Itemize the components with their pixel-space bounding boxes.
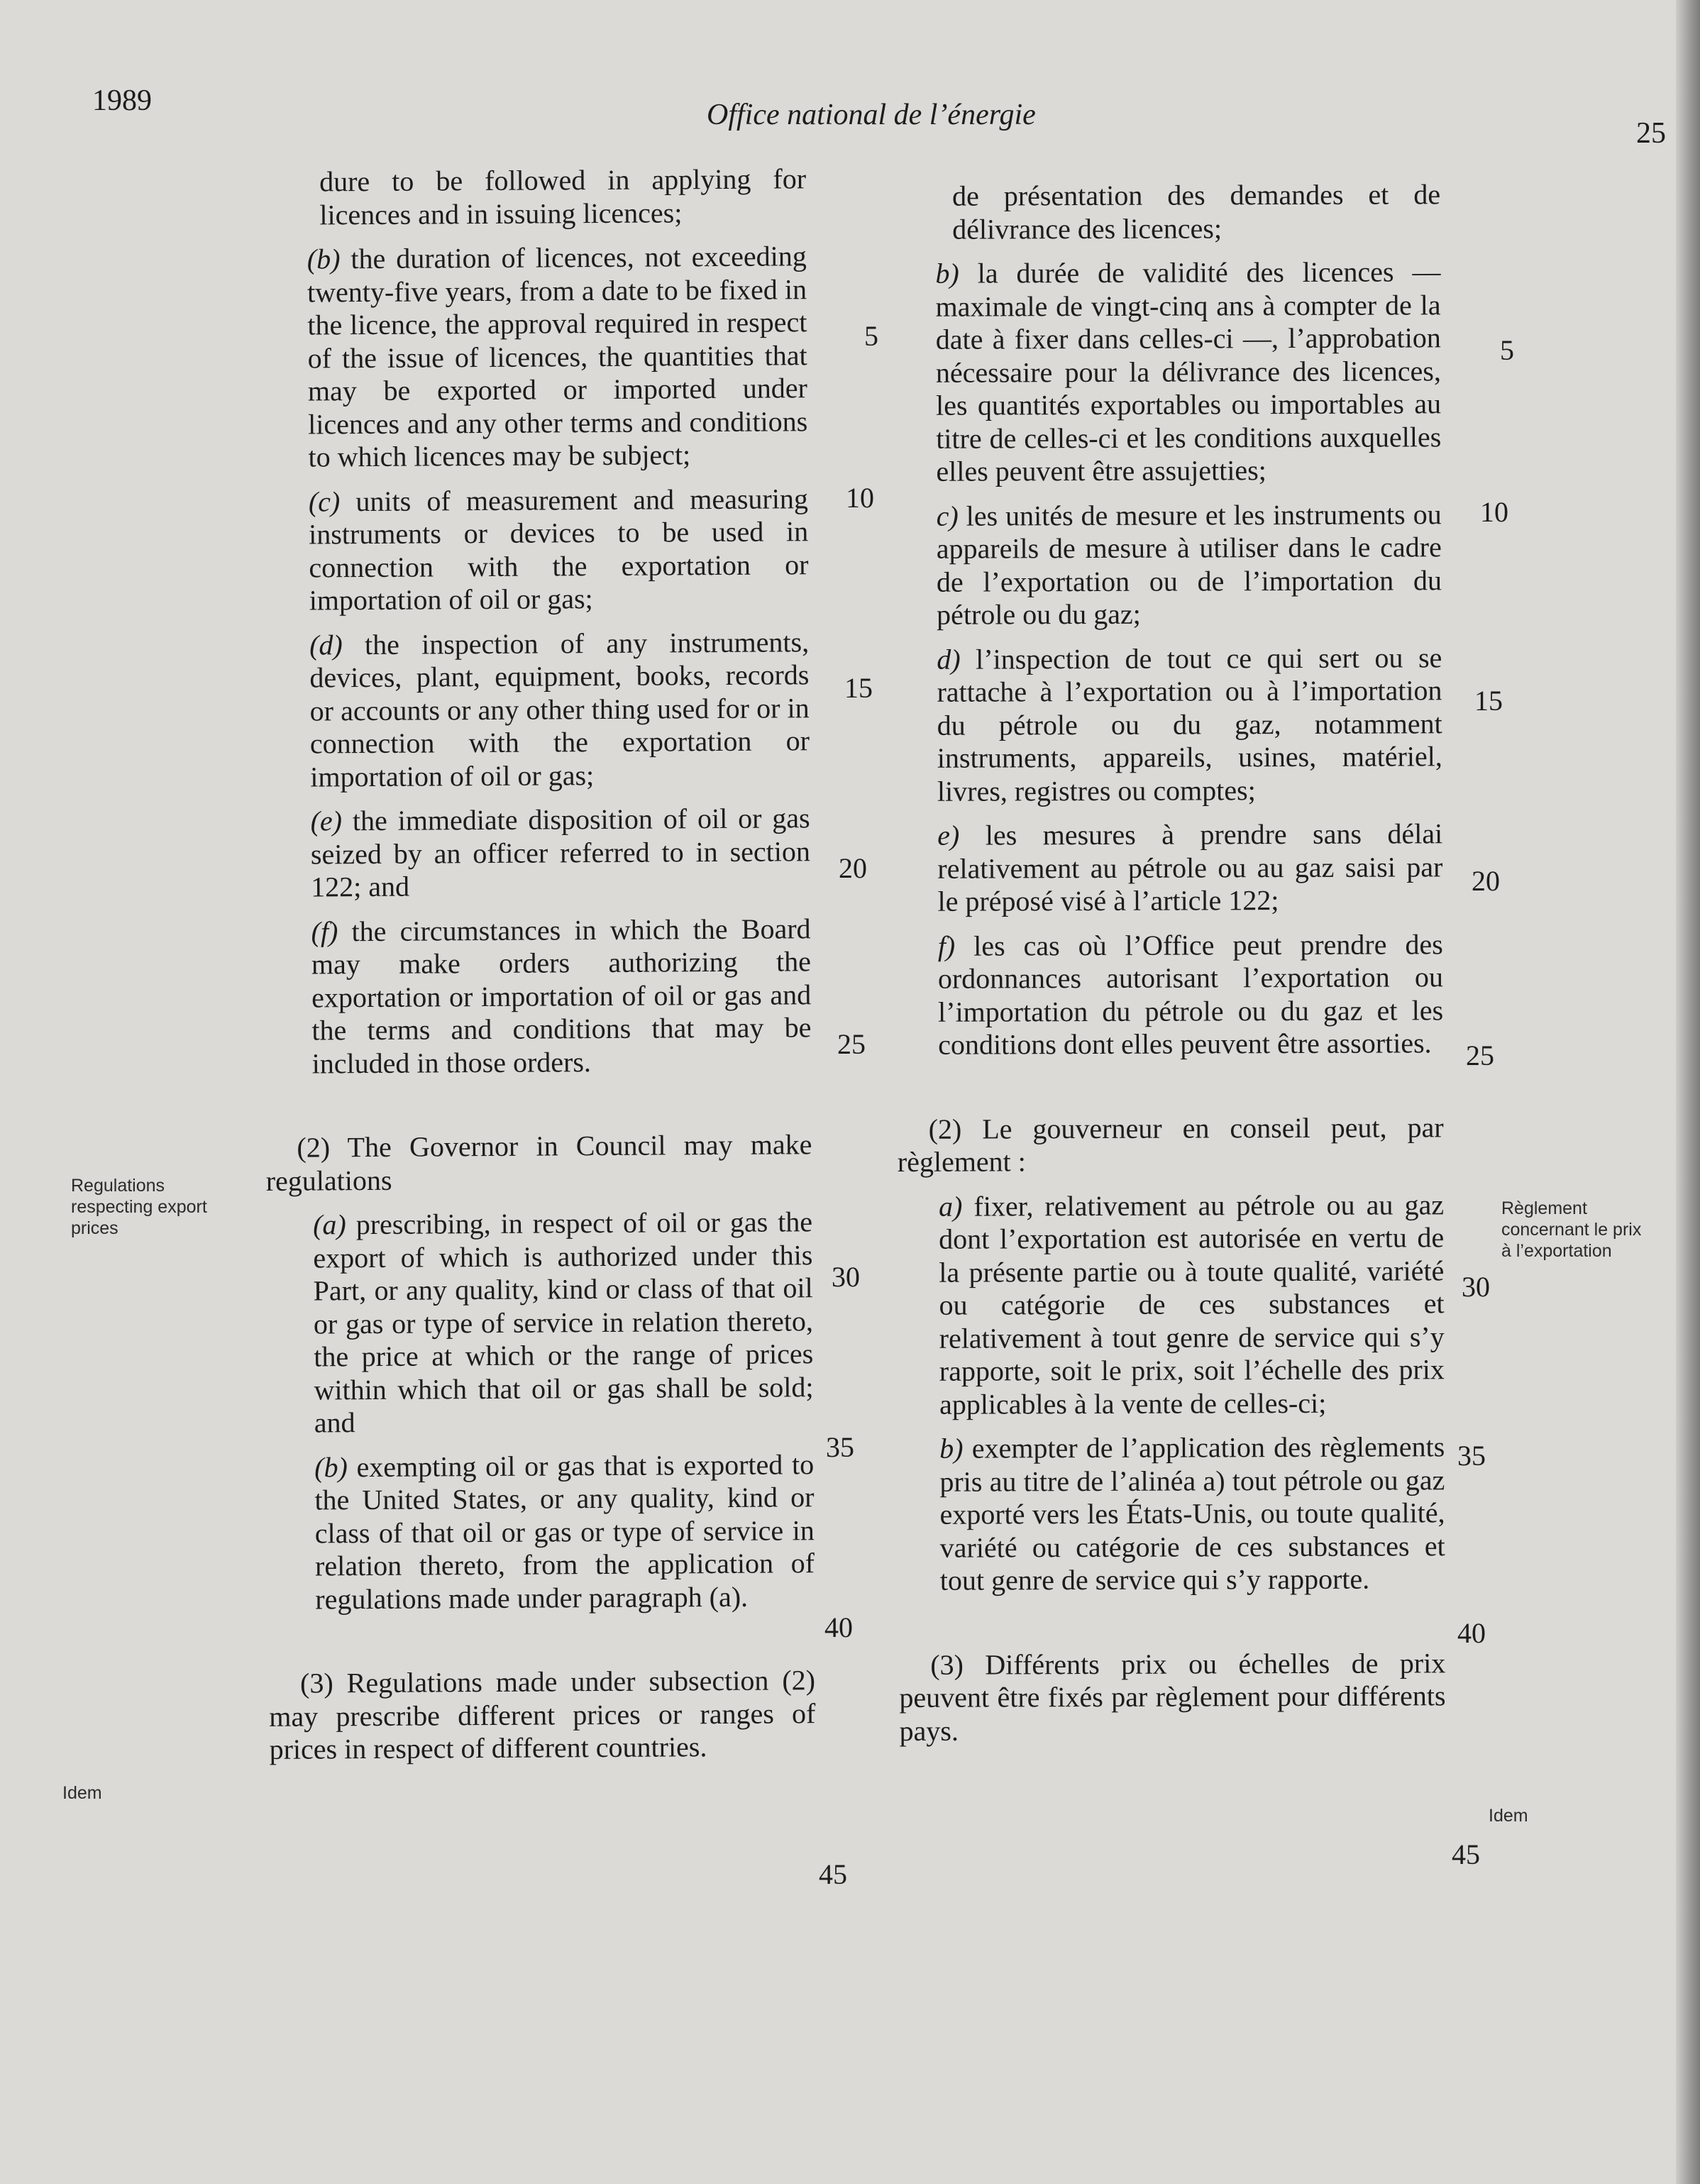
english-line-number: 5	[864, 320, 878, 352]
english-item-d: (d) the inspection of any instruments, devices, plant, equipment, books, records or accounts or any other thing used for or in connection with the exportation or importation of oil or gas;	[309, 625, 810, 793]
french-line-number: 5	[1500, 334, 1514, 366]
french-subsection-2: (2) Le gouverneur en conseil peut, par règlement :	[897, 1110, 1444, 1178]
french-column	[887, 178, 1446, 1759]
english-item-b: (b) the duration of licences, not exceeding twenty-five years, from a date to be fixed in the licence, the approval required in respect of the issue of licences, the quantities that may be exported or imported under licences and any other terms and conditions to which licences may be subject;	[307, 240, 808, 473]
marginal-note-idem-en: Idem	[62, 1783, 102, 1803]
marginal-note-export-prices-fr: Règlement concernant le prix à l’exportation	[1501, 1198, 1642, 1261]
header-title: Office national de l’énergie	[707, 99, 1036, 131]
english-line-number: 40	[824, 1611, 853, 1643]
french-item-c: c) les unités de mesure et les instruments ou appareils de mesure à utiliser dans le cadre de l’exportation ou de l’importation du pétrole ou du gaz;	[936, 497, 1442, 631]
french-item-b: b) la durée de validité des licences — maximale de vingt-cinq ans à compter de la date à fixer dans celles-ci —, l’approbation nécessaire pour la délivrance des licences, les quantités exportables ou importables au titre de celles-ci et les conditions auxquelles elles peuvent être assujetties;	[935, 255, 1442, 487]
english-line-number: 20	[839, 852, 867, 884]
english-column	[253, 162, 816, 1777]
english-line-number: 30	[832, 1261, 860, 1293]
french-item-d: d) l’inspection de tout ce qui sert ou se rattache à l’exportation ou à l’importation du pétrole ou du gaz, notamment instruments, appareils, usines, matériel, livres, registres ou comptes;	[937, 641, 1442, 807]
english-subsection-2: (2) The Governor in Council may make regulations	[265, 1128, 812, 1197]
french-line-number: 40	[1457, 1617, 1486, 1649]
french-item-2b: b) exempter de l’application des règlements pris au titre de l’alinéa a) tout pétrole ou gaz exporté vers les États-Unis, ou toute qualité, variété ou catégorie de ces substances et tout genre de service qui s’y rapporte.	[939, 1430, 1445, 1596]
marginal-note-export-prices-en: Regulations respecting export prices	[71, 1176, 207, 1238]
english-line-number: 25	[837, 1028, 866, 1060]
header-year: 1989	[92, 84, 152, 117]
english-line-number: 15	[844, 672, 873, 704]
french-item-e: e) les mesures à prendre sans délai relativement au pétrole ou au gaz saisi par le préposé visé à l’article 122;	[937, 817, 1443, 917]
english-subsection-3: (3) Regulations made under subsection (2) may prescribe different prices or ranges of prices in respect of different countries.	[269, 1664, 816, 1765]
french-line-number: 20	[1472, 865, 1500, 897]
english-item-c: (c) units of measurement and measuring instruments or devices to be used in connection with the exportation or importation of oil or gas;	[308, 482, 809, 617]
french-item-f: f) les cas où l’Office peut prendre des ordonnances autorisant l’exportation ou l’importation du pétrole ou du gaz et les conditions dont elles peuvent être assorties.	[937, 927, 1444, 1061]
english-item-2a: (a) prescribing, in respect of oil or gas the export of which is authorized under this Part, or any quality, kind or class of that oil or gas or type of service in relation thereto, the price at which or the range of prices within which that oil or gas shall be sold; and	[312, 1206, 814, 1439]
english-intro: dure to be followed in applying for licences and in issuing licences;	[319, 162, 807, 231]
english-line-number: 45	[819, 1858, 847, 1890]
french-item-2a: a) fixer, relativement au pétrole ou au gaz dont l’exportation est autorisée en vertu de la présente partie ou à toute qualité, variété ou catégorie de ces substances et relativement à tout genre de service qui s’y rapporte, soit le prix, soit l’échelle des prix applicables à la vente de celles-ci;	[938, 1188, 1445, 1421]
english-item-e: (e) the immediate disposition of oil or gas seized by an officer referred to in section 122; and	[310, 802, 811, 903]
french-line-number: 25	[1466, 1039, 1494, 1071]
french-line-number: 10	[1480, 496, 1508, 528]
english-line-number: 35	[826, 1431, 854, 1463]
page-number: 25	[1636, 117, 1666, 150]
marginal-note-idem-fr: Idem	[1489, 1806, 1528, 1826]
french-intro: de présentation des demandes et de délivrance des licences;	[951, 178, 1441, 246]
french-line-number: 15	[1474, 685, 1503, 717]
french-line-number: 45	[1452, 1838, 1480, 1870]
page-edge-shadow	[1676, 0, 1700, 2184]
french-line-number: 30	[1462, 1271, 1490, 1303]
english-item-f: (f) the circumstances in which the Board may make orders authorizing the exportation or importation of oil or gas and the terms and conditions that may be included in those orders.	[311, 912, 812, 1080]
french-subsection-3: (3) Différents prix ou échelles de prix peuvent être fixés par règlement pour différents pays.	[899, 1646, 1446, 1747]
english-item-2b: (b) exempting oil or gas that is exported to the United States, or any quality, kind or class of that oil or gas or type of service in relation thereto, from the application of regulations made under paragraph (a).	[314, 1447, 815, 1615]
french-line-number: 35	[1457, 1440, 1486, 1472]
english-line-number: 10	[846, 482, 874, 514]
